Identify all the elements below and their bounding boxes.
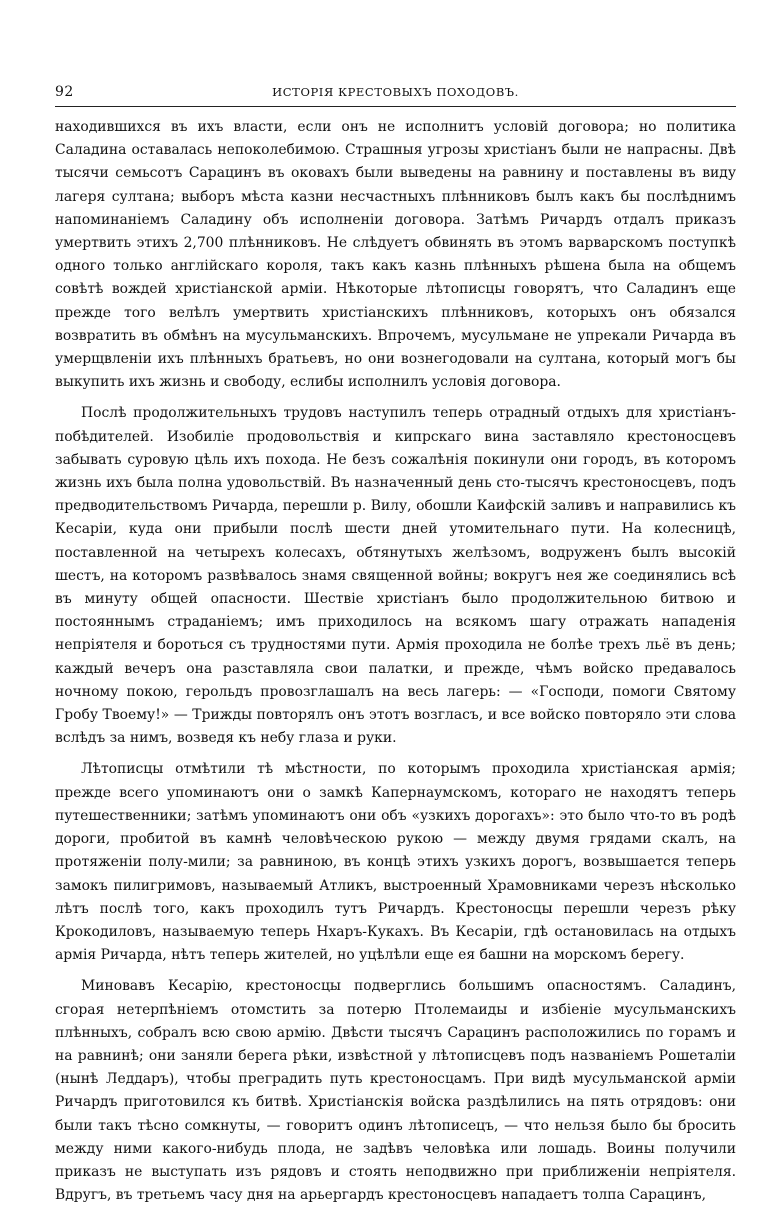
paragraph-3: Лѣтописцы отмѣтили тѣ мѣстности, по которымъ проходила христіанская армія; прежде всего упоминаютъ они о замкѣ Капернаумскомъ, котораго не находятъ теперь путешественники; затѣмъ упоминаютъ они объ «узкихъ дорогахъ»: это было что-то въ родѣ дороги, пробитой въ камнѣ человѣческою рукою — между двумя грядами скалъ, на протяженіи полу-мили; за равниною, въ концѣ этихъ узкихъ дорогъ, возвышается теперь замокъ пилигримовъ, называемый Атликъ, выстроенный Храмовниками черезъ нѣсколько лѣтъ послѣ того, какъ проходилъ тутъ Ричардъ. Крестоносцы перешли черезъ рѣку Крокодиловъ, называемую теперь Нхаръ-Кукахъ. Въ Кесаріи, гдѣ остановилась на отдыхъ армія Ричарда, нѣтъ теперь жителей, но уцѣлѣли еще ея башни на морскомъ берегу. — [55, 761, 736, 964]
page-number: 92 — [55, 84, 74, 100]
paragraph-1: находившихся въ ихъ власти, если онъ не исполнитъ условій договора; но политика Саладина оставалась непоколебимою. Страшныя угрозы христіанъ были не напрасны. Двѣ тысячи семьсотъ Сарацинъ въ оковахъ были выведены на равнину и поставлены въ виду лагеря султана; выборъ мѣста казни несчастныхъ плѣнниковъ былъ какъ бы послѣднимъ напоминаніемъ Саладину объ исполненіи договора. Затѣмъ Ричардъ отдалъ приказъ умертвить этихъ 2,700 плѣнниковъ. Не слѣдуетъ обвинять въ этомъ варварскомъ поступкѣ одного только англійскаго короля, такъ какъ казнь плѣнныхъ рѣшена была на общемъ совѣтѣ вождей христіанской арміи. Нѣкоторые лѣтописцы говорятъ, что Саладинъ еще прежде того велѣлъ умертвить христіанскихъ плѣнниковъ, которыхъ онъ обязался возвратить въ обмѣнъ на мусульманскихъ. Впрочемъ, мусульмане не упрекали Ричарда въ умерщвленіи ихъ плѣнныхъ братьевъ, но они вознегодовали на султана, который могъ бы выкупить ихъ жизнь и свободу, еслибы исполнилъ условія договора. — [55, 119, 736, 391]
running-title: ИСТОРІЯ КРЕСТОВЫХЪ ПОХОДОВЪ. — [272, 85, 519, 99]
paragraph-4: Миновавъ Кесарію, крестоносцы подверглись большимъ опасностямъ. Саладинъ, сгорая нетерпѣніемъ отомстить за потерю Птолемаиды и избіеніе мусульманскихъ плѣнныхъ, собралъ всю свою армію. Двѣсти тысячъ Сарацинъ расположились по горамъ и на равнинѣ; они заняли берега рѣки, извѣстной у лѣтописцевъ подъ названіемъ Рошеталіи (нынѣ Леддаръ), чтобы преградить путь крестоносцамъ. При видѣ мусульманской арміи Ричардъ приготовился къ битвѣ. Христіанскія войска раздѣлились на пять отрядовъ: они были такъ тѣсно сомкнуты, — говоритъ одинъ лѣтописецъ, — что нельзя было бы бросить между ними какого-нибудь плода, не задѣвъ человѣка или лошадь. Воины получили приказъ не выступать изъ рядовъ и стоять неподвижно при приближеніи непріятеля. Вдругъ, въ третьемъ часу дня на арьергардъ крестоносцевъ нападаетъ толпа Сарацинъ, — [55, 978, 736, 1204]
paragraph-2: Послѣ продолжительныхъ трудовъ наступилъ теперь отрадный отдыхъ для христіанъ-побѣдителей. Изобиліе продовольствія и кипрскаго вина заставляло крестоносцевъ забывать суровую цѣль ихъ похода. Не безъ сожалѣнія покинули они городъ, въ которомъ жизнь ихъ была полна удовольствій. Въ назначенный день сто-тысячъ крестоносцевъ, подъ предводительствомъ Ричарда, перешли р. Вилу, обошли Каифскій заливъ и направились къ Кесаріи, куда они прибыли послѣ шести дней утомительнаго пути. На колесницѣ, поставленной на четырехъ колесахъ, обтянутыхъ желѣзомъ, водруженъ былъ высокій шестъ, на которомъ развѣвалось знамя священной войны; вокругъ нея же соединялись всѣ въ минуту общей опасности. Шествіе христіанъ было продолжительною битвою и постояннымъ страданіемъ; имъ приходилось на всякомъ шагу отражать нападенія непріятеля и бороться съ трудностями пути. Армія проходила не болѣе трехъ льё въ день; каждый вечеръ она разставляла свои палатки, и прежде, чѣмъ войско предавалось ночному покою, герольдъ провозглашалъ на весь лагерь: — «Господи, помоги Святому Гробу Твоему!» — Трижды повторялъ онъ этотъ возгласъ, и все войско повторяло эти слова вслѣдъ за нимъ, возведя къ небу глаза и руки. — [55, 405, 736, 747]
page-header — [55, 84, 736, 107]
body-text — [55, 116, 736, 1215]
